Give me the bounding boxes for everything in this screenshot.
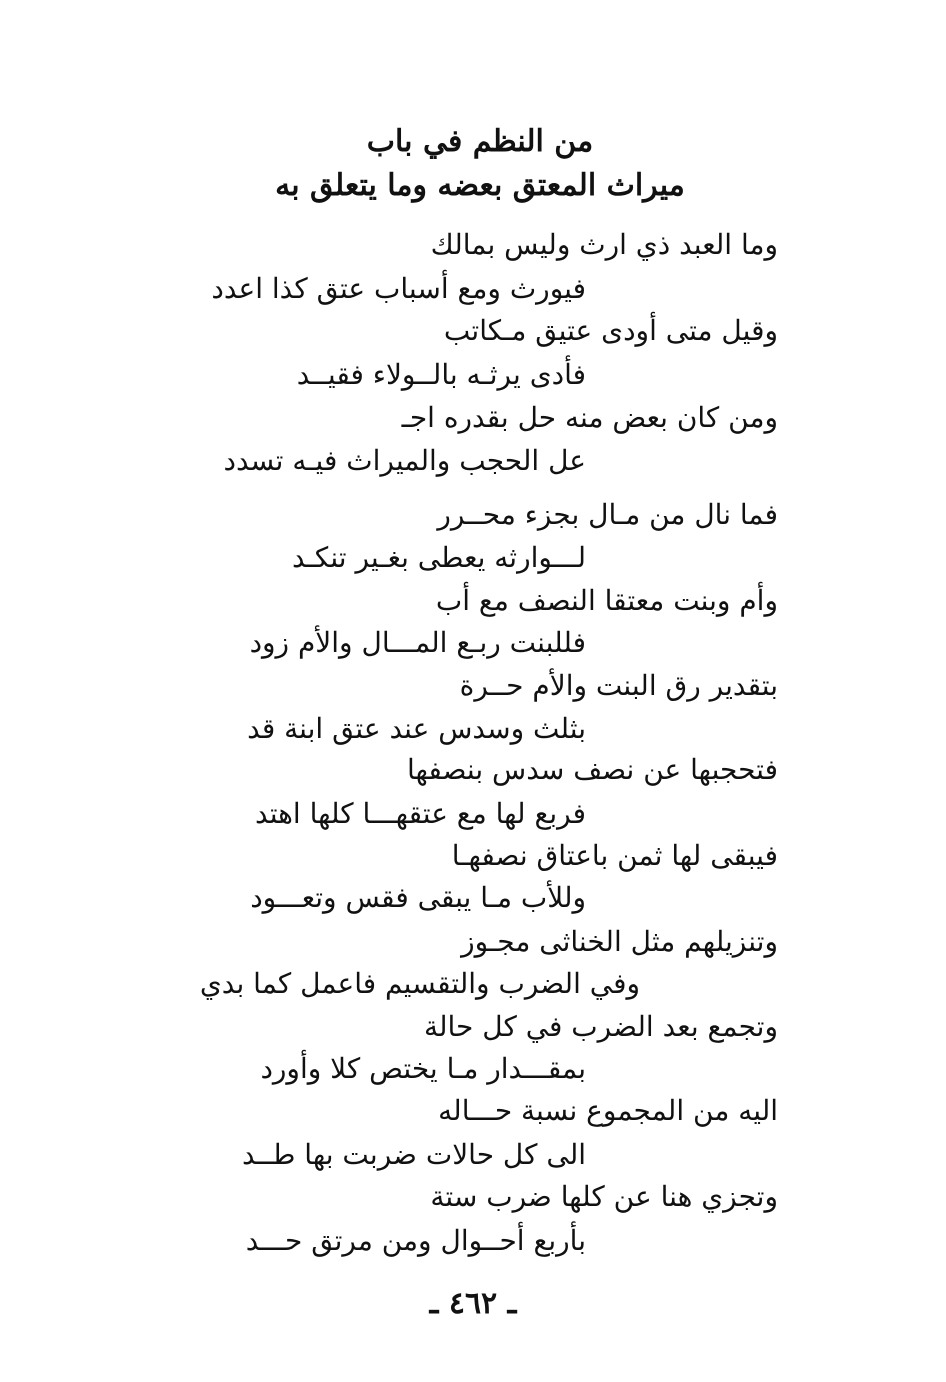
verse-line: وتنزيلهم مثل الخناثى مجـوز: [461, 925, 778, 958]
verse-line: فتحجبها عن نصف سدس بنصفها: [406, 753, 778, 786]
verse-line: فيبقى لها ثمن باعتاق نصفهـا: [451, 839, 778, 872]
verse-line: بأربع أحــوال ومن مرتق حـــد: [245, 1224, 586, 1257]
verse-line: اليه من المجموع نسبة حـــاله: [438, 1094, 778, 1127]
verse-line: وتجمع بعد الضرب في كل حالة: [423, 1010, 778, 1043]
verse-line: وما العبد ذي ارث وليس بمالك: [430, 228, 778, 261]
page-number: ـ ٤٦٢ ـ: [429, 1286, 517, 1321]
verse-line: وأم وبنت معتقا النصف مع أب: [435, 584, 778, 617]
verse-line: فللبنت ربـع المـــال والأم زود: [249, 626, 586, 659]
verse-line: وتجزي هنا عن كلها ضرب ستة: [430, 1180, 778, 1213]
verse-line: وللأب مـا يبقى فقس وتعـــود: [250, 881, 586, 914]
verse-line: بمقـــدار مـا يختص كلا وأورد: [260, 1052, 586, 1085]
verse-line: وفي الضرب والتقسيم فاعمل كما بدي: [199, 967, 640, 1000]
verse-line: بتقدير رق البنت والأم حــرة: [459, 669, 778, 702]
verse-line: فيورث ومع أسباب عتق كذا اعدد: [211, 272, 586, 305]
verse-line: فما نال من مـال بجزء محــرر: [437, 498, 778, 531]
verse-line: بثلث وسدس عند عتق ابنة قد: [247, 712, 586, 745]
heading-line-2: ميراث المعتق بعضه وما يتعلق به: [275, 168, 685, 203]
heading-line-1: من النظم في باب: [366, 124, 594, 159]
verse-line: ومن كان بعض منه حل بقدره اجـ: [401, 401, 778, 434]
verse-line: فأدى يرثـه بالــولاء فقيــد: [296, 358, 586, 391]
verse-line: الى كل حالات ضربت بها طــد: [242, 1138, 586, 1171]
verse-line: فربع لها مع عتقهـــا كلها اهتد: [255, 797, 586, 830]
verse-line: لـــوارثه يعطى بغـير تنكـد: [291, 541, 586, 574]
verse-line: عل الحجب والميراث فيـه تسدد: [223, 444, 586, 477]
verse-line: وقيل متى أودى عتيق مـكاتب: [443, 314, 778, 347]
